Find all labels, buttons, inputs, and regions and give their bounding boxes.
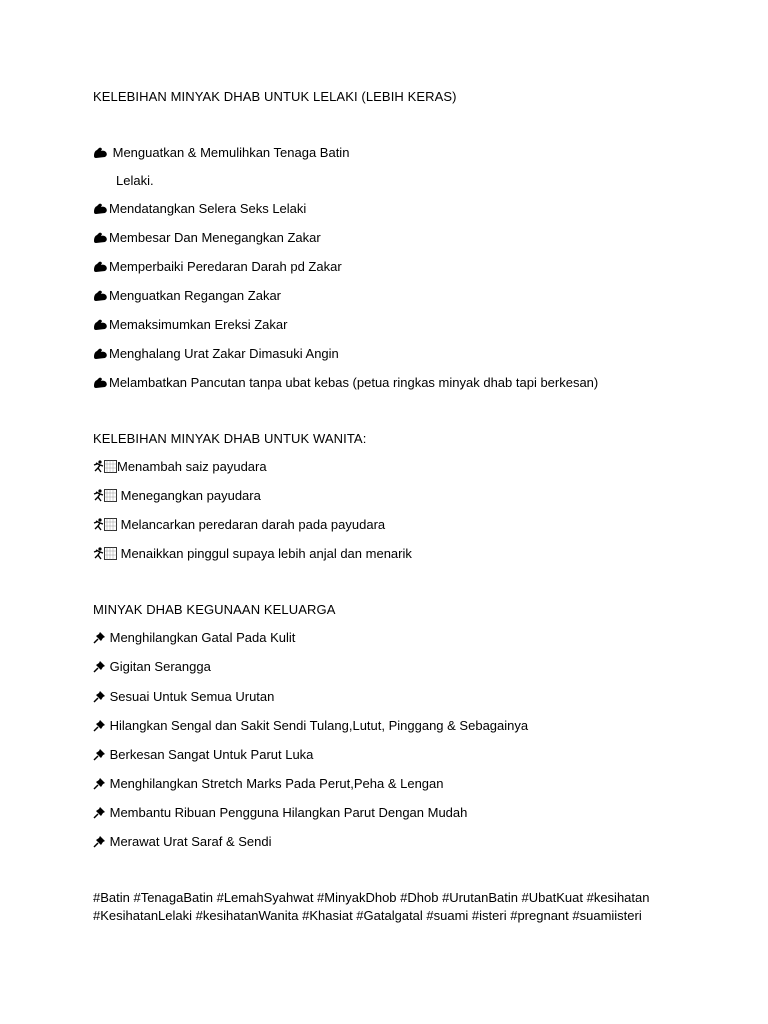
list-item	[93, 288, 281, 304]
pushpin-icon	[93, 719, 106, 732]
pushpin-icon	[93, 777, 106, 790]
list-item	[93, 488, 261, 504]
list-item-text: Menegangkan payudara	[120, 488, 261, 503]
pushpin-icon	[93, 806, 106, 819]
list-item-text: Menambah saiz payudara	[117, 459, 267, 474]
women-section-heading: KELEBIHAN MINYAK DHAB UNTUK WANITA:	[93, 431, 367, 446]
list-item-text: Menaikkan pinggul supaya lebih anjal dan menarik	[120, 546, 412, 561]
pushpin-icon	[93, 631, 106, 644]
list-item	[93, 459, 267, 475]
pushpin-icon	[93, 835, 106, 848]
list-item-text: Menghilangkan Gatal Pada Kulit	[109, 630, 296, 645]
list-item	[93, 317, 287, 333]
list-item-text: Memaksimumkan Ereksi Zakar	[109, 317, 288, 332]
list-item-text: Melancarkan peredaran darah pada payudara	[120, 517, 386, 532]
list-item	[93, 145, 349, 161]
list-item	[93, 659, 211, 675]
list-item	[93, 346, 339, 362]
list-item	[93, 201, 306, 217]
flexed-biceps-icon	[93, 377, 109, 389]
list-item	[93, 546, 412, 562]
family-section-heading: MINYAK DHAB KEGUNAAN KELUARGA	[93, 602, 336, 617]
list-item-text: Memperbaiki Peredaran Darah pd Zakar	[109, 259, 342, 274]
flexed-biceps-icon	[93, 203, 109, 215]
flexed-biceps-icon	[93, 261, 109, 273]
list-item-text: Gigitan Serangga	[109, 659, 211, 674]
list-item-text: Membesar Dan Menegangkan Zakar	[109, 230, 321, 245]
list-item	[93, 230, 321, 246]
person-icon	[93, 518, 104, 531]
flexed-biceps-icon	[93, 147, 109, 159]
person-icon	[93, 489, 104, 502]
list-item	[93, 375, 598, 391]
missing-glyph-icon	[104, 489, 117, 502]
list-item-text: Sesuai Untuk Semua Urutan	[109, 689, 275, 704]
list-item	[93, 630, 295, 646]
missing-glyph-icon	[104, 547, 117, 560]
list-item	[93, 747, 313, 763]
men-section-heading: KELEBIHAN MINYAK DHAB UNTUK LELAKI (LEBIH KERAS)	[93, 89, 457, 104]
hashtags-paragraph: #Batin #TenagaBatin #LemahSyahwat #MinyakDhob #Dhob #UrutanBatin #UbatKuat #kesihatan #KesihatanLelaki #kesihatanWanita #Khasiat #Gatalgatal #suami #isteri #pregnant #suamiisteri	[93, 890, 650, 923]
list-item	[93, 517, 385, 533]
list-item-text: Mendatangkan Selera Seks Lelaki	[109, 201, 307, 216]
list-item-text: Menguatkan & Memulihkan Tenaga Batin	[112, 145, 350, 160]
list-item	[93, 689, 274, 705]
list-item-text: Menguatkan Regangan Zakar	[109, 288, 282, 303]
pushpin-icon	[93, 660, 106, 673]
missing-glyph-icon	[104, 518, 117, 531]
missing-glyph-icon	[104, 460, 117, 473]
list-item-text: Melambatkan Pancutan tanpa ubat kebas (petua ringkas minyak dhab tapi berkesan)	[109, 375, 599, 390]
person-icon	[93, 547, 104, 560]
list-item-text: Menghilangkan Stretch Marks Pada Perut,Peha & Lengan	[109, 776, 444, 791]
list-item	[93, 776, 444, 792]
pushpin-icon	[93, 748, 106, 761]
list-item-text: Merawat Urat Saraf & Sendi	[109, 834, 272, 849]
list-item-text: Menghalang Urat Zakar Dimasuki Angin	[109, 346, 339, 361]
list-item-text: Membantu Ribuan Pengguna Hilangkan Parut Dengan Mudah	[109, 805, 468, 820]
list-item-continuation: Lelaki.	[116, 173, 154, 188]
person-icon	[93, 460, 104, 473]
list-item	[93, 834, 271, 850]
list-item-text: Hilangkan Sengal dan Sakit Sendi Tulang,Lutut, Pinggang & Sebagainya	[109, 718, 529, 733]
flexed-biceps-icon	[93, 348, 109, 360]
list-item	[93, 259, 342, 275]
list-item-text: Berkesan Sangat Untuk Parut Luka	[109, 747, 314, 762]
list-item	[93, 805, 467, 821]
pushpin-icon	[93, 690, 106, 703]
list-item	[93, 718, 528, 734]
flexed-biceps-icon	[93, 319, 109, 331]
flexed-biceps-icon	[93, 290, 109, 302]
flexed-biceps-icon	[93, 232, 109, 244]
